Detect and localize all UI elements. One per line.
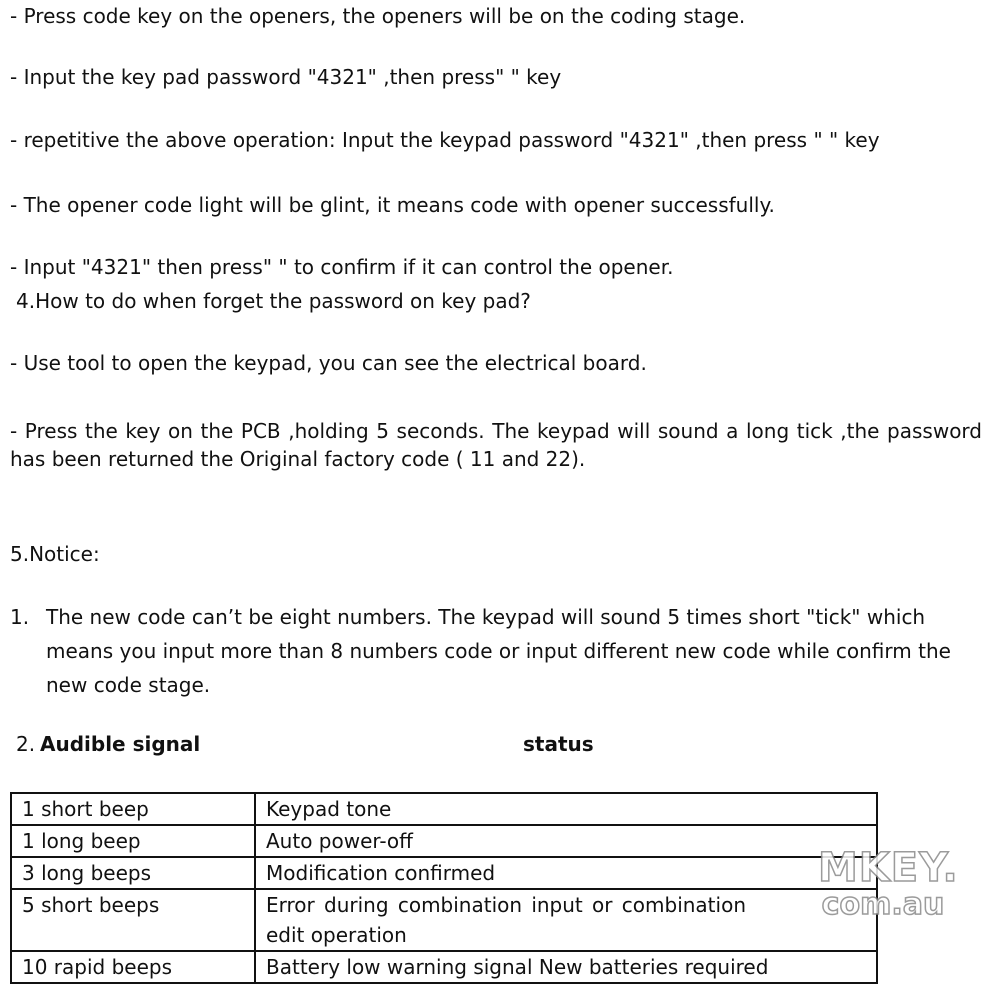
notice-item-2-number: 2. (16, 732, 36, 756)
step-press-code-key: - Press code key on the openers, the openers will be on the coding stage. (10, 4, 746, 28)
section4-item-reset-pcb: - Press the key on the PCB ,holding 5 seconds. The keypad will sound a long tick ,the password has been returned the Original factory code ( 11 and 22). (10, 419, 982, 471)
signal-cell: 10 rapid beeps (11, 951, 255, 983)
watermark-line-1: MKEY. (818, 845, 959, 891)
meaning-cell: Modification confirmed (255, 857, 877, 889)
step-confirm-control: - Input "4321" then press" " to confirm if it can control the opener. (10, 255, 674, 279)
signal-cell: 3 long beeps (11, 857, 255, 889)
meaning-cell: Battery low warning signal New batteries required (255, 951, 877, 983)
meaning-cell: Keypad tone (255, 793, 877, 825)
table-row (11, 793, 877, 825)
status-label: status (523, 732, 594, 756)
table-row (11, 951, 877, 983)
beep-signal-table (10, 792, 878, 984)
audible-signal-label: Audible signal (40, 732, 201, 756)
step-input-password: - Input the key pad password "4321" ,then press" " key (10, 65, 562, 89)
signal-cell: 1 long beep (11, 825, 255, 857)
signal-cell: 5 short beeps (11, 889, 255, 951)
section4-item-open-keypad: - Use tool to open the keypad, you can see the electrical board. (10, 351, 647, 375)
meaning-cell: Error during combination input or combination edit operation (255, 889, 877, 951)
section4-heading: 4.How to do when forget the password on key pad? (16, 289, 531, 313)
step-repeat-operation: - repetitive the above operation: Input the keypad password "4321" ,then press " " key (10, 128, 880, 152)
table-row (11, 889, 877, 951)
signal-cell: 1 short beep (11, 793, 255, 825)
section5-heading: 5.Notice: (10, 542, 100, 566)
watermark-line-2: com.au (821, 887, 945, 922)
mkey-watermark-logo (818, 845, 959, 922)
notice-item-1-number: 1. (10, 605, 30, 629)
meaning-cell: Auto power-off (255, 825, 877, 857)
table-row (11, 857, 877, 889)
table-row (11, 825, 877, 857)
notice-item-1-text: The new code can’t be eight numbers. The keypad will sound 5 times short "tick" which means you input more than 8 numbers code or input different new code while confirm the new code stage. (46, 605, 951, 697)
step-code-light: - The opener code light will be glint, it means code with opener successfully. (10, 193, 775, 217)
